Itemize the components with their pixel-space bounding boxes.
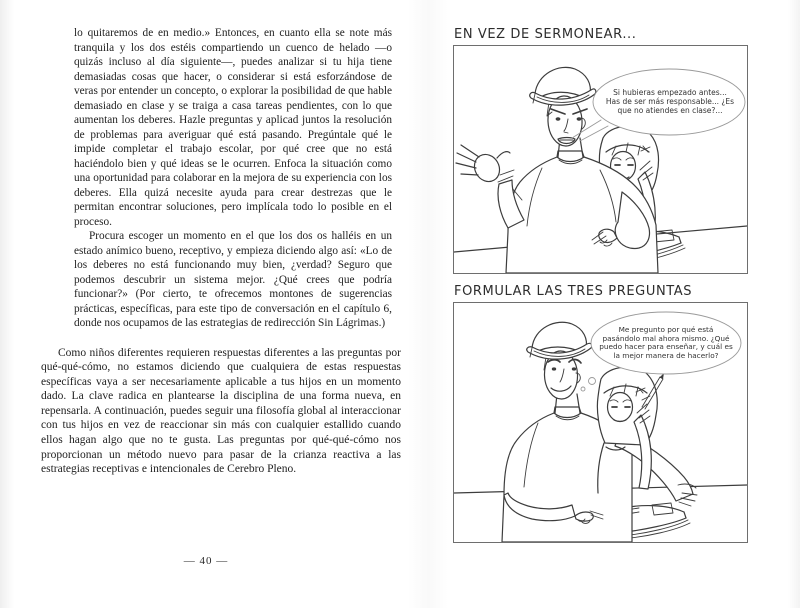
speech-bubble-text: [594, 89, 746, 116]
comic-panel-three-questions: [453, 302, 748, 543]
panel-1-title: EN VEZ DE SERMONEAR...: [454, 27, 637, 42]
page-edge-shadow-left: [0, 0, 14, 608]
blockquote-paragraph-2: Procura escoger un momento en el que los dos os halléis en un estado anímico bueno, receptivo, y empieza diciendo algo así: «Lo de los deberes no está funcionando muy bien, ¿verdad? Seguro que podemos descubrir un sistema mejor. ¿Qué crees que podría funcionar?» (Por cierto, te ofrecemos montones de sugerencias prácticas, específicas, para este tipo de conversación en el capítulo 6, donde nos ocupamos de las estrategias de redirección Sin Lágrimas.): [74, 230, 392, 329]
panel-1-illustration: [454, 46, 747, 273]
comic-panel-lecturing: [453, 45, 748, 274]
page-number: — 40 —: [183, 555, 229, 567]
thought-bubble-text: [590, 326, 742, 361]
thought-bubble-line: la mejor manera de hacerlo?: [613, 351, 719, 361]
body-paragraph: Como niños diferentes requieren respuestas diferentes a las preguntas por qué-qué-cómo, no estamos diciendo que cualquiera de estas respuestas específicas vaya a ser necesariamente aplicable a tus hijos en un momento dado. La clave radica en plantearse la disciplina de una forma nueva, en repensarla. A continuación, puedes seguir una filosofía global al interaccionar con tus hijos en vez de reaccionar sin más con cualquier estallido cuando ellos hagan algo que no te gusta. Las preguntas por qué-qué-cómo nos proporcionan un método nuevo para pasar de la crianza reactiva a las estrategias receptivas e intencionales de Cerebro Pleno.: [41, 346, 401, 476]
book-spine-shadow: [408, 0, 448, 608]
speech-bubble-line: que no atiendes en clase?...: [617, 105, 723, 115]
thought-bubble-line: puedo hacer para enseñar, y cuál es: [599, 342, 733, 352]
blockquote-paragraph-1: lo quitaremos de en medio.» Entonces, en cuanto ella se note más tranquila y los dos estéis compartiendo un cuenco de helado —o quizás incluso al día siguiente—, puedes analizar si tu hija tiene demasiadas cosas que hacer, o considerar si está esforzándose de veras por entender un concepto, o explorar la posibilidad de que hable demasiado en clase y se traiga a casa tareas pendientes, con lo que aumentan los deberes. Hazle preguntas y aplicad juntos la resolución de problemas para averiguar qué está pasando. Pregúntale qué le impide completar el trabajo escolar, por qué cree que no está haciéndolo bien y qué ideas se le ocurren. Enfoca la situación como una oportunidad para colaborar en la mejora de su experiencia con los deberes. Ella quizá necesite ayuda para crear destrezas que le permitan encontrar soluciones, pero implícala todo lo posible en el proceso.: [74, 27, 392, 228]
speech-bubble-line: Si hubieras empezado antes...: [613, 88, 727, 97]
panel-2-title: FORMULAR LAS TRES PREGUNTAS: [454, 284, 693, 299]
left-page-text-column: [41, 26, 401, 477]
thought-bubble-line: Me pregunto por qué está: [618, 325, 714, 334]
thought-bubble-line: pasándolo mal ahora mismo. ¿Qué: [602, 333, 730, 343]
speech-bubble-line: Has de ser más responsable... ¿Es: [605, 96, 735, 106]
page-edge-shadow-right: [788, 0, 800, 608]
